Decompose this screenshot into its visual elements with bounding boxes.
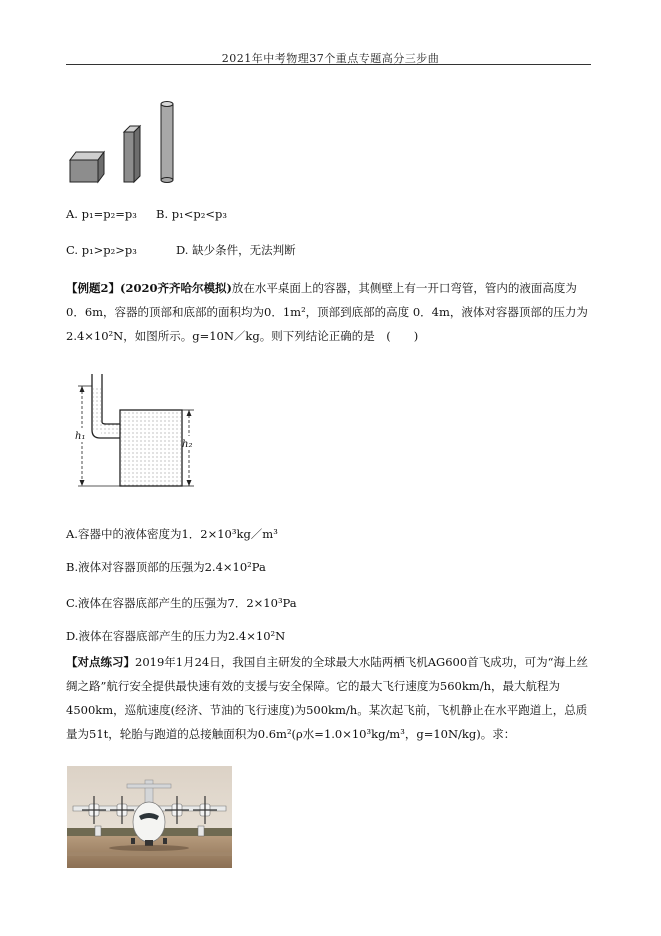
- three-solids-figure: [60, 98, 190, 188]
- example2-option-c: C.液体在容器底部产生的压强为7．2×10³Pa: [66, 596, 297, 610]
- example2-body: 放在水平桌面上的容器，其侧壁上有一开口弯管，管内的液面高度为0．6m，容器的顶部和底部的面积均为0．1m²，顶部到底部的高度 0．4m，液体对容器顶部的压力为2.4×10²N，如图所示。g=10N／kg。则下列结论正确的是 ( ): [66, 281, 588, 343]
- q1-option-c: C. p₁>p₂>p₃: [66, 243, 137, 257]
- example2-paragraph: [66, 276, 591, 348]
- aircraft-photo: [67, 766, 232, 868]
- q1-option-b: B. p₁<p₂<p₃: [156, 207, 227, 221]
- container-figure: [72, 372, 202, 497]
- q1-option-a: A. p₁=p₂=p₃: [66, 207, 137, 221]
- prism-solid: [124, 126, 140, 182]
- page-header-title: 2021年中考物理37个重点专题高分三步曲: [221, 52, 440, 65]
- cube-solid: [70, 152, 104, 182]
- example2-tag: 【例题2】: [66, 281, 121, 295]
- h2-label: h₂: [182, 439, 193, 450]
- cylinder-solid: [161, 102, 173, 183]
- example2-option-d: D.液体在容器底部产生的压力为2.4×10²N: [66, 629, 286, 643]
- practice-paragraph: [66, 650, 591, 746]
- example2-source: (2020齐齐哈尔模拟): [120, 281, 232, 295]
- practice-tag: 【对点练习】: [66, 655, 135, 669]
- practice-body: 2019年1月24日，我国自主研发的全球最大水陆两栖飞机AG600首飞成功，可为“海上丝绸之路”航行安全提供最快速有效的支援与安全保障。它的最大飞行速度为560km/h，最大航程为4500km，巡航速度(经济、节油的飞行速度)为500km/h。某次起飞前，飞机静止在水平跑道上，总质量为51t，轮胎与跑道的总接触面积为0.6m²(ρ水=1.0×10³kg/m³，g=10N/kg)。求：: [66, 655, 589, 741]
- h1-label: h₁: [75, 431, 86, 442]
- example2-option-b: B.液体对容器顶部的压强为2.4×10²Pa: [66, 560, 266, 574]
- q1-option-d: D. 缺少条件，无法判断: [176, 243, 296, 257]
- header-divider: [66, 64, 591, 65]
- example2-option-a: A.容器中的液体密度为1．2×10³kg／m³: [66, 527, 278, 541]
